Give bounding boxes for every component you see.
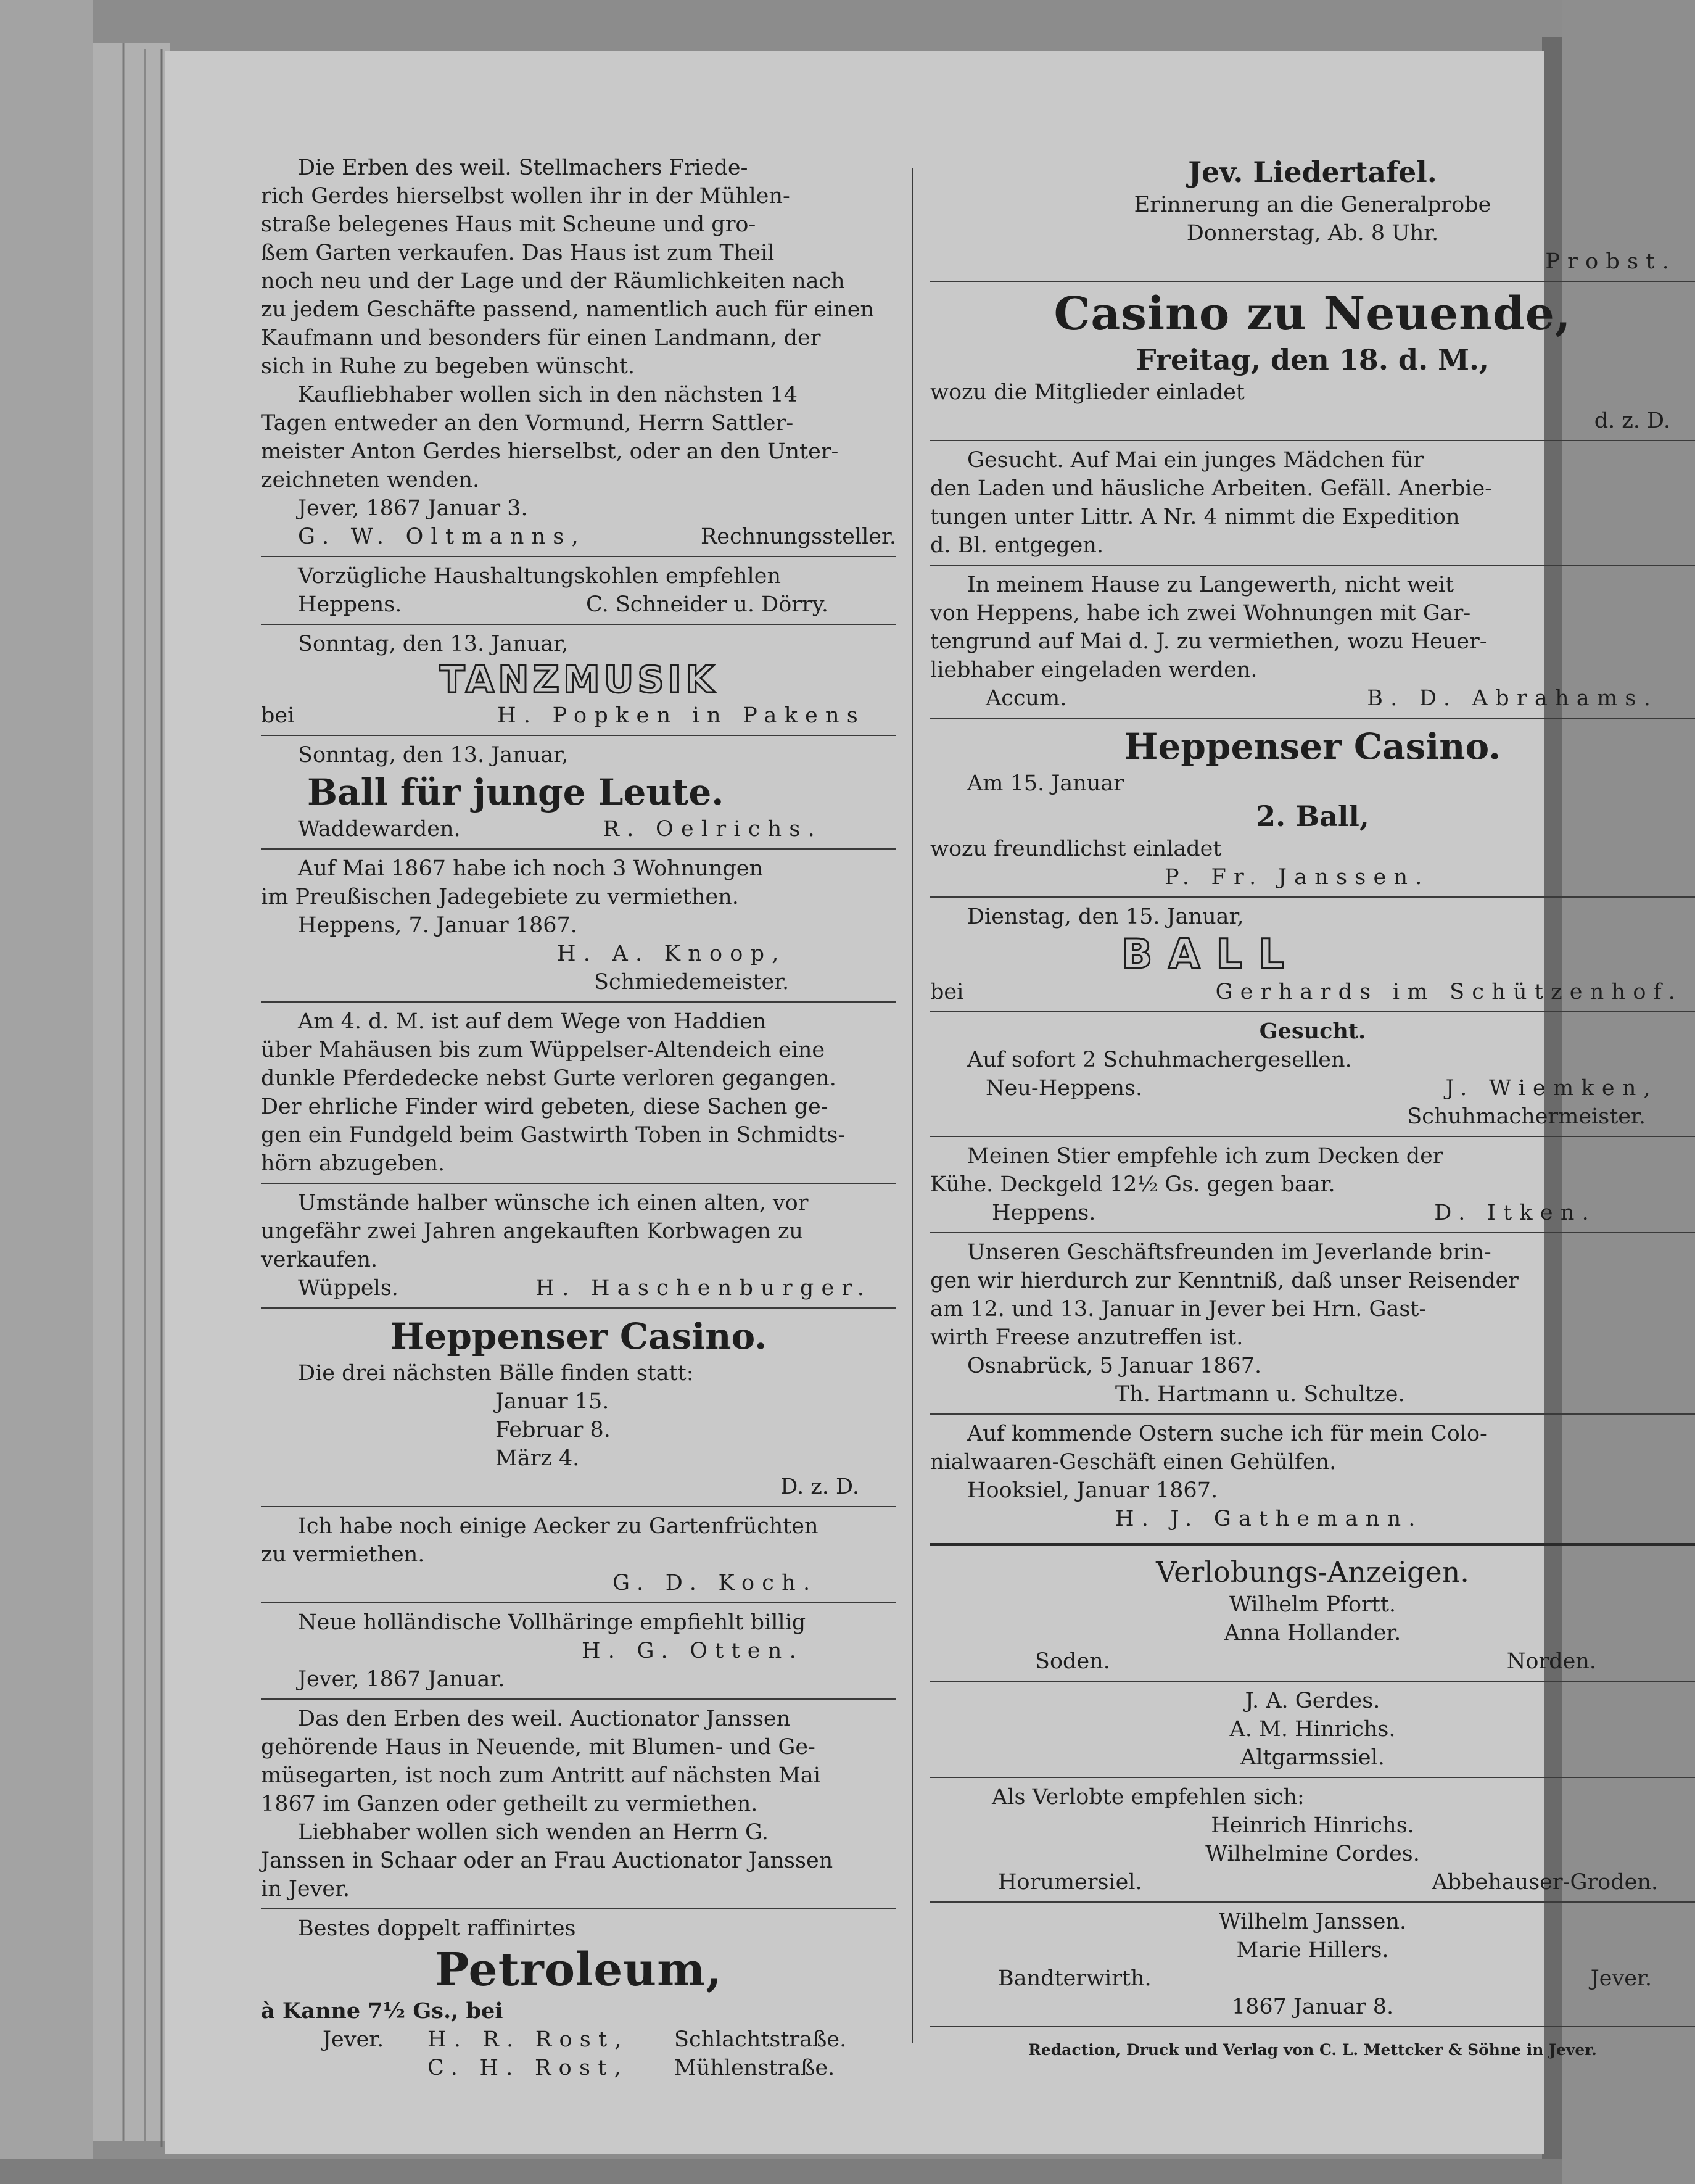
ad-separator [930,1232,1695,1233]
ad-prefix: bei [261,703,295,728]
ad-text-line: Der ehrliche Finder wird gebeten, diese Sachen ge- [261,1094,828,1119]
ad-text-line: noch neu und der Lage und der Räumlichkeiten nach [261,269,845,294]
ad-separator [930,1413,1695,1415]
ad-text-line: Auf kommende Ostern suche ich für mein Colo- [967,1421,1487,1446]
ad-separator [930,1136,1695,1137]
ad-headline: Jev. Liedertafel. [1188,155,1437,189]
ad-signature-row [930,684,1695,713]
ad-ball-junge-leute [261,740,896,846]
ad-text-line: ßem Garten verkaufen. Das Haus ist zum Theil [261,241,775,265]
ad-text-line: Kaufmann und besonders für einen Landmann, der [261,326,821,350]
ad-text-line: Vorzügliche Haushaltungskohlen empfehlen [298,564,781,589]
ad-separator [261,556,896,557]
engaged-intro: Als Verlobte empfehlen sich: [992,1785,1305,1810]
ad-text-line: rich Gerdes hierselbst wollen ihr in der Mühlen- [261,184,790,209]
ad-coal [261,561,896,621]
ad-signature-row [930,1199,1695,1227]
ad-text-line: wirth Freese anzutreffen ist. [930,1325,1243,1350]
ad-text-line: Donnerstag, Ab. 8 Uhr. [1186,221,1439,246]
ad-text-line: gen wir hierdurch zur Kenntniß, daß unser Reisender [930,1268,1519,1293]
ad-signature-row [930,978,1695,1006]
ad-signer: Gerhards im Schützenhof. [1215,980,1683,1004]
ad-signer: H. G. Otten. [582,1639,804,1663]
engaged-place: Norden. [1506,1649,1596,1674]
ad-street: Mühlenstraße. [674,2056,835,2080]
ad-liedertafel [930,152,1695,278]
ad-text-line: 1867 im Ganzen oder getheilt zu vermiethen. [261,1792,758,1816]
ad-price: à Kanne 7½ Gs., bei [261,1998,503,2024]
ad-seller-row [261,2025,896,2054]
ad-signature-row [930,1074,1695,1102]
ad-signer-role: Rechnungssteller. [700,524,896,549]
ad-signer: Th. Hartmann u. Schultze. [1115,1382,1405,1407]
ad-signer: G. W. Oltmanns, [298,524,586,549]
ad-fields-koch [261,1511,896,1600]
ad-separator [261,1307,896,1309]
ad-date: Jever, 1867 Januar. [298,1667,505,1692]
ad-place: Neu-Heppens. [986,1076,1143,1101]
ad-signer: H. Haschenburger. [535,1276,872,1301]
ad-assistant-wanted [930,1418,1695,1536]
ad-apartments-abrahams [930,569,1695,715]
ad-separator [930,1901,1695,1903]
ad-separator [261,735,896,736]
engagement-hinrichs-cordes [930,1782,1695,1899]
ad-date-item: März 4. [495,1446,580,1471]
ad-signature-row [261,1274,896,1302]
engagement-pfortt-hollander [930,1552,1695,1678]
ad-headline: Petroleum, [434,1943,723,1996]
engaged-places-row [930,1964,1695,1993]
ad-signer-role: Schmiedemeister. [594,970,790,995]
ad-date: Osnabrück, 5 Januar 1867. [967,1354,1262,1378]
ad-seller-row [261,2054,896,2082]
ad-date: Jever, 1867 Januar 3. [298,496,528,521]
ad-text-line: über Mahäusen bis zum Wüppelser-Altendeich eine [261,1038,825,1062]
engaged-place: Abbehauser-Groden. [1432,1870,1658,1895]
ad-signature-row [261,590,896,619]
ad-signer: B. D. Abrahams. [1367,686,1658,711]
ad-headline: Ball für junge Leute. [307,771,724,813]
ad-text-line: Janssen in Schaar oder an Frau Auctionator Janssen [261,1848,833,1873]
ad-headline: Heppenser Casino. [1124,726,1501,767]
engaged-name: Wilhelm Janssen. [1218,1909,1407,1934]
ad-place: Wüppels. [298,1276,398,1301]
ad-text-line: Kühe. Deckgeld 12½ Gs. gegen baar. [930,1172,1335,1197]
ad-text-line: Neue holländische Vollhäringe empfiehlt billig [298,1610,806,1635]
ad-separator [261,848,896,850]
ad-bull [930,1141,1695,1230]
right-column [930,152,1695,2064]
ad-text-line: wozu freundlichst einladet [930,837,1222,861]
ad-date-item: Januar 15. [495,1389,609,1414]
ad-signer: Probst. [1545,249,1676,274]
ad-separator [930,896,1695,898]
engaged-place: Soden. [1035,1649,1110,1674]
ad-text-line: Umstände halber wünsche ich einen alten, vor [298,1191,809,1215]
ad-signer-role: Schuhmachermeister. [1407,1104,1646,1129]
ad-text-line: von Heppens, habe ich zwei Wohnungen mit Gar- [930,601,1471,626]
ad-text-line: Ich habe noch einige Aecker zu Gartenfrüchten [298,1514,819,1539]
ad-text-line: Die drei nächsten Bälle finden statt: [298,1361,694,1386]
ad-text-line: Unseren Geschäftsfreunden im Jeverlande brin- [967,1240,1491,1265]
ad-signature-row [261,815,896,843]
ad-headline: Casino zu Neuende, [1054,287,1572,341]
ad-text-line: Bestes doppelt raffinirtes [298,1916,576,1941]
engaged-name: Anna Hollander. [1224,1621,1401,1645]
ad-signer: H. R. Rost, [427,2027,629,2052]
ad-street: Schlachtstraße. [674,2027,847,2052]
ad-signer: d. z. D. [1594,408,1670,433]
ad-text-line: tengrund auf Mai d. J. zu vermiethen, wozu Heuer- [930,629,1487,654]
ad-separator [261,1506,896,1507]
engaged-name: Wilhelm Pfortt. [1229,1592,1396,1617]
ad-signer: D. z. D. [780,1475,859,1499]
ad-text-line: Am 4. d. M. ist auf dem Wege von Haddien [298,1009,767,1034]
engaged-date: 1867 Januar 8. [1231,1995,1394,2019]
ad-ball-gerhards [930,901,1695,1009]
ad-signer: D. Itken. [1434,1201,1596,1225]
ad-apartments-knoop [261,853,896,999]
ad-signer: H. Popken in Pakens [497,703,865,728]
ad-place: Heppens. [992,1201,1096,1225]
engaged-place: Bandterwirth. [998,1966,1152,1991]
ad-signature-row [261,523,896,551]
ad-text-line: tungen unter Littr. A Nr. 4 nimmt die Expedition [930,505,1460,529]
ad-text-line: Das den Erben des weil. Auctionator Janssen [298,1706,791,1731]
ad-text-line: zu jedem Geschäfte passend, namentlich auch für einen [261,297,875,322]
ad-prefix: bei [930,980,964,1004]
ad-separator [930,281,1695,282]
ad-basket-wagon [261,1188,896,1305]
newspaper-page [165,51,1683,2154]
ad-heppenser-casino-ball [930,722,1695,894]
column-divider [912,168,913,2043]
engaged-name: Marie Hillers. [1236,1938,1389,1963]
ad-house-sale-gerdes [261,152,896,553]
ad-girl-wanted [930,445,1695,562]
ad-text-line: zu vermiethen. [261,1542,425,1567]
section-headline: Verlobungs-Anzeigen. [1156,1555,1469,1589]
ad-text-line: liebhaber eingeladen werden. [930,658,1258,682]
ad-place: Jever. [323,2027,384,2052]
ad-date: Hooksiel, Januar 1867. [967,1478,1218,1503]
ad-traveller-notice [930,1237,1695,1411]
ad-headline: BALL [1121,930,1300,978]
ad-text-line: den Laden und häusliche Arbeiten. Gefäll. Anerbie- [930,476,1492,501]
ad-text-line: dunkle Pferdedecke nebst Gurte verloren gegangen. [261,1066,836,1091]
ad-separator [261,1908,896,1909]
left-column [261,152,896,2085]
ad-text-line: ungefähr zwei Jahren angekauften Korbwagen zu [261,1219,803,1244]
ad-text-line: verkaufen. [261,1247,378,1272]
ad-separator [930,1681,1695,1682]
ad-text-line: Erinnerung an die Generalprobe [1134,192,1491,217]
ad-date: Sonntag, den 13. Januar, [298,632,569,656]
ad-text-line: Tagen entweder an den Vormund, Herrn Sattler- [261,411,794,436]
ad-text-line: meister Anton Gerdes hierselbst, oder an den Unter- [261,439,839,464]
ad-separator [930,1011,1695,1012]
ad-text-line: Die Erben des weil. Stellmachers Friede- [298,155,748,180]
ad-signer: J. Wiemken, [1445,1076,1658,1101]
ad-casino-neuende [930,286,1695,437]
ad-tanzmusik [261,629,896,732]
ad-shoemakers-wanted [930,1016,1695,1133]
ad-text-line: sich in Ruhe zu begeben wünscht. [261,354,635,379]
engaged-place: Altgarmssiel. [1240,1745,1385,1770]
engaged-place: Horumersiel. [998,1870,1142,1895]
ad-date: Dienstag, den 15. Januar, [967,904,1244,929]
ad-text-line: gen ein Fundgeld beim Gastwirth Toben in Schmidts- [261,1123,846,1148]
ad-separator [261,1001,896,1003]
engaged-name: Wilhelmine Cordes. [1205,1842,1420,1866]
ad-text-line: nialwaaren-Geschäft einen Gehülfen. [930,1450,1337,1475]
ad-subheadline: Freitag, den 18. d. M., [1136,343,1490,376]
ad-petroleum [261,1913,896,2085]
ad-text-line: Gesucht. Auf Mai ein junges Mädchen für [967,448,1424,473]
imprint-line: Redaction, Druck und Verlag von C. L. Mettcker & Söhne in Jever. [1028,2041,1597,2059]
ad-date: Sonntag, den 13. Januar, [298,743,569,767]
ad-text-line: Liebhaber wollen sich wenden an Herrn G. [298,1820,769,1845]
engaged-place: Jever. [1590,1966,1652,1991]
ad-text-line: zeichneten wenden. [261,468,480,492]
ad-separator [261,1183,896,1184]
ad-separator [261,1602,896,1603]
ad-signer: G. D. Koch. [612,1571,818,1595]
ad-place: Heppens. [298,592,402,617]
ad-text-line: im Preußischen Jadegebiete zu vermiethen. [261,885,739,909]
ad-text-line: wozu die Mitglieder einladet [930,380,1245,405]
ad-headline: Heppenser Casino. [390,1315,767,1357]
ad-text-line: Meinen Stier empfehle ich zum Decken der [967,1144,1443,1169]
ad-text-line: am 12. und 13. Januar in Jever bei Hrn. Gast- [930,1297,1427,1322]
ad-date-item: Februar 8. [495,1418,611,1442]
ad-text-line: müsegarten, ist noch zum Antritt auf nächsten Mai [261,1763,820,1788]
ad-text-line: Kaufliebhaber wollen sich in den nächsten 14 [298,383,798,407]
ad-text-line: straße belegenes Haus mit Scheune und gro- [261,212,756,237]
ad-subheadline: 2. Ball, [1256,800,1369,833]
ad-signer: C. Schneider u. Dörry. [586,592,828,617]
engaged-places-row [930,1868,1695,1897]
ad-separator [930,1777,1695,1778]
engaged-name: J. A. Gerdes. [1245,1689,1380,1713]
ad-signer: H. A. Knoop, [557,941,786,966]
ad-text-line: hörn abzugeben. [261,1151,445,1176]
ad-text-line: In meinem Hause zu Langewerth, nicht weit [967,573,1454,597]
ad-separator [261,624,896,625]
ad-signer: R. Oelrichs. [603,817,822,842]
ad-text-line: Am 15. Januar [967,771,1124,796]
ad-title: Gesucht. [1259,1019,1366,1044]
ad-date: Heppens, 7. Januar 1867. [298,913,577,938]
ad-headline: TANZMUSIK [439,658,718,701]
ad-place: Waddewarden. [298,817,461,842]
ad-text-line: in Jever. [261,1877,350,1901]
ad-separator [930,440,1695,441]
ad-lost-blanket [261,1006,896,1180]
ad-signer: P. Fr. Janssen. [1165,865,1430,890]
ad-separator [261,1698,896,1700]
ad-text-line: Auf Mai 1867 habe ich noch 3 Wohnungen [298,856,764,881]
section-separator [930,1543,1695,1546]
ad-signer: H. J. Gathemann. [1115,1507,1423,1531]
ad-text-line: gehörende Haus in Neuende, mit Blumen- und Ge- [261,1735,815,1760]
ad-text-line: Auf sofort 2 Schuhmachergesellen. [967,1048,1352,1072]
ad-text-line: d. Bl. entgegen. [930,533,1104,558]
engagement-gerdes-hinrichs [930,1686,1695,1774]
engaged-name: Heinrich Hinrichs. [1211,1813,1414,1838]
engagement-janssen-hillers [930,1906,1695,2024]
ad-house-janssen [261,1703,896,1906]
engaged-name: A. M. Hinrichs. [1229,1717,1396,1742]
ad-separator [930,565,1695,566]
ad-herring [261,1607,896,1696]
engaged-places-row [930,1647,1695,1676]
ad-signer: C. H. Rost, [427,2056,629,2080]
ad-place: Accum. [986,686,1067,711]
ad-heppenser-casino-dates [261,1312,896,1504]
ad-signature-row [261,701,896,730]
ad-separator [930,718,1695,719]
ad-separator [930,2026,1695,2027]
